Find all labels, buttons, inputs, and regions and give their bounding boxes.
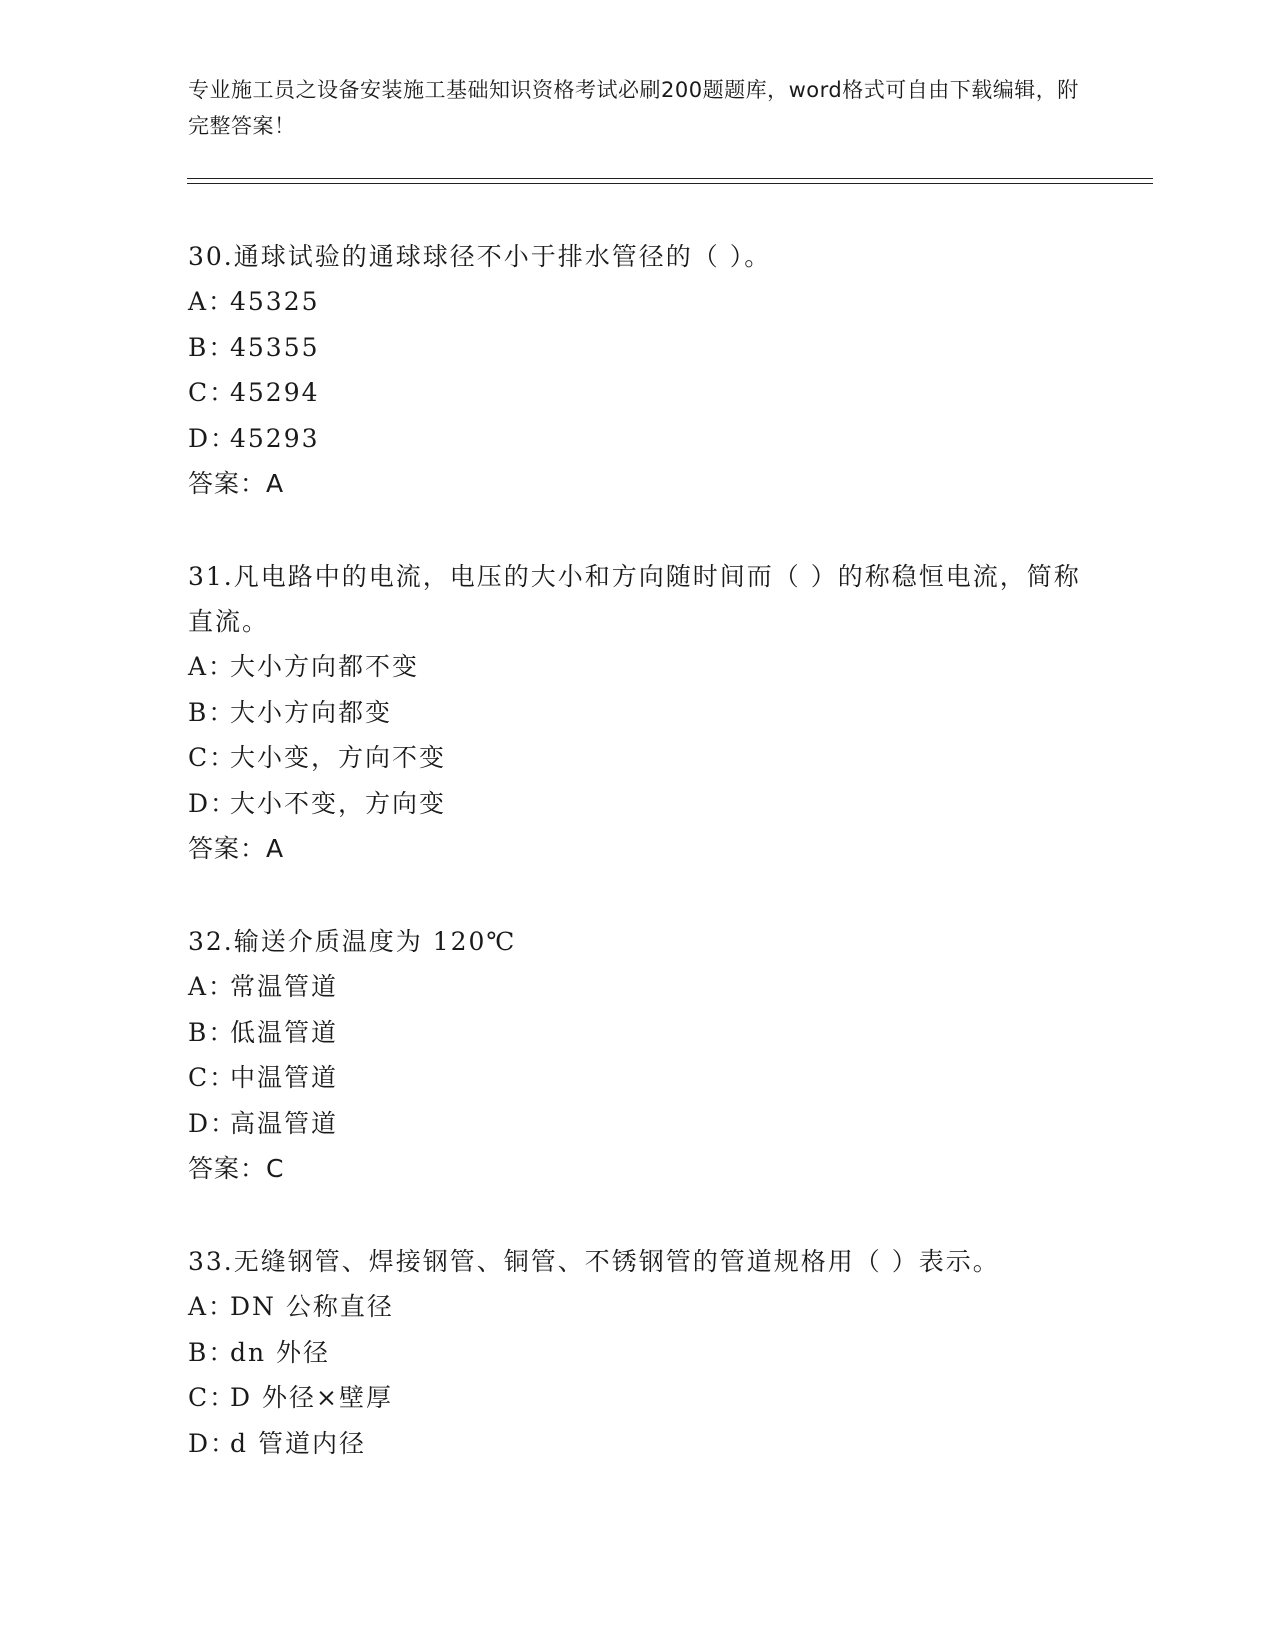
option-text: 45294 (230, 378, 320, 407)
option-text: 大小方向都不变 (230, 652, 420, 681)
option-text: 大小方向都变 (230, 697, 393, 727)
option-letter: B： (188, 1017, 236, 1047)
option-text: 大小变，方向不变 (230, 743, 447, 772)
question-33 (188, 1239, 1088, 1466)
option-text: 45355 (230, 332, 320, 362)
option-b (188, 1330, 1088, 1376)
option-a (188, 1284, 1088, 1330)
header-divider (187, 178, 1153, 179)
option-letter: B： (188, 332, 236, 362)
option-text: dn 外径 (230, 1337, 331, 1367)
option-a (188, 964, 1088, 1010)
answer-line: 答案：A (188, 834, 285, 863)
question-31 (188, 554, 1088, 871)
question-32 (188, 919, 1088, 1191)
option-a (188, 279, 1088, 325)
question-stem: 30.通球试验的通球球径不小于排水管径的（ ）。 (188, 242, 772, 271)
option-text: 中温管道 (230, 1063, 339, 1092)
option-d (188, 416, 1088, 462)
option-b (188, 690, 1088, 736)
option-letter: C： (188, 1383, 237, 1412)
option-letter: A： (188, 972, 236, 1001)
option-b (188, 325, 1088, 371)
option-c (188, 370, 1088, 416)
option-letter: D： (188, 788, 238, 818)
option-text: 45325 (230, 287, 320, 316)
option-text: DN 公称直径 (230, 1292, 394, 1321)
option-letter: A： (188, 1292, 236, 1321)
question-30 (188, 234, 1088, 506)
option-text: d 管道内径 (230, 1428, 366, 1458)
answer-line: 答案：A (188, 469, 285, 498)
option-letter: B： (188, 1337, 236, 1367)
option-d (188, 1101, 1088, 1147)
option-letter: D： (188, 1428, 238, 1458)
answer-line: 答案：C (188, 1154, 285, 1183)
header-divider-second (187, 183, 1153, 184)
question-stem: 31.凡电路中的电流，电压的大小和方向随时间而（ ）的称稳恒电流，简称直流。 (188, 562, 1081, 636)
option-text: 大小不变，方向变 (230, 788, 447, 818)
option-a (188, 644, 1088, 690)
question-list (188, 234, 1088, 1514)
option-c (188, 1375, 1088, 1421)
option-letter: C： (188, 743, 237, 772)
option-text: 高温管道 (230, 1108, 339, 1138)
option-letter: B： (188, 697, 236, 727)
option-letter: C： (188, 1063, 237, 1092)
option-d (188, 781, 1088, 827)
option-d (188, 1421, 1088, 1467)
question-stem: 33.无缝钢管、焊接钢管、铜管、不锈钢管的管道规格用（ ）表示。 (188, 1247, 1000, 1276)
option-b (188, 1010, 1088, 1056)
option-text: D 外径×壁厚 (230, 1383, 393, 1412)
option-letter: A： (188, 287, 236, 316)
document-header (188, 72, 1088, 144)
option-text: 45293 (230, 423, 320, 453)
option-c (188, 1055, 1088, 1101)
option-text: 常温管道 (230, 972, 339, 1001)
option-letter: A： (188, 652, 236, 681)
option-text: 低温管道 (230, 1017, 339, 1047)
header-title: 专业施工员之设备安装施工基础知识资格考试必刷200题题库，word格式可自由下载编辑，附完整答案！ (188, 78, 1079, 138)
question-stem: 32.输送介质温度为 120℃ (188, 927, 517, 956)
option-c (188, 735, 1088, 781)
option-letter: C： (188, 378, 237, 407)
option-letter: D： (188, 423, 238, 453)
option-letter: D： (188, 1108, 238, 1138)
